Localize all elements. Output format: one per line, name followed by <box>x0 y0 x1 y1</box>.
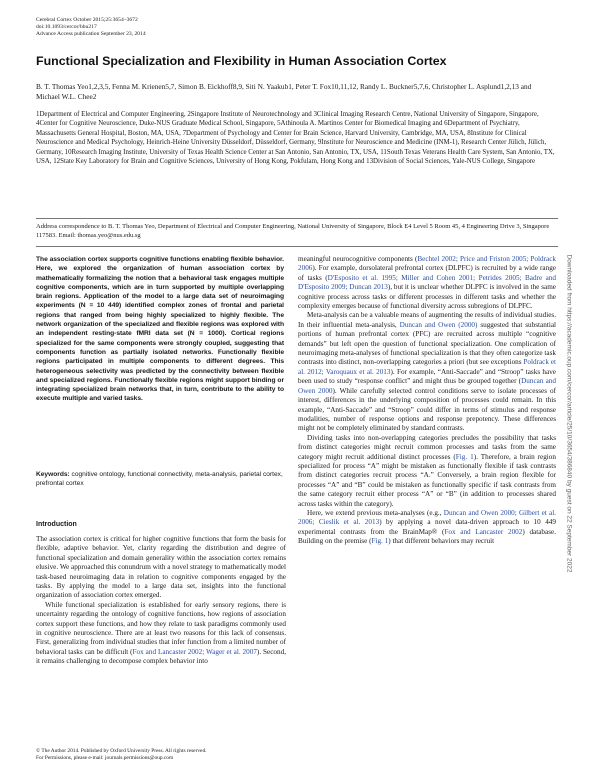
paragraph: Dividing tasks into non-overlapping categories precludes the possibility that tasks from distinct categories might recruit common processes and tasks from the same category might recruit additional distinct processes (Fig. 1). Therefore, a brain region specialized for process “A” might be mistaken as functionally flexible if task contrasts from distinct categories recruit process “A.” Conversely, a brain region flexible for processes “A” and “B” could be mistaken as functionally specific if task contrasts from the same category recruit either process “A” or “B” (in addition to processes shared across tasks within the category). <box>298 433 556 508</box>
paragraph: While functional specialization is established for early sensory regions, there is uncertainty regarding the ontology of cognitive functions, how regions of association cortex support these functions, and how they relate to task paradigms commonly used in cognitive neuroscience. There are at least two reasons for this lack of consensus. First, generalizing from individual studies that infer function from a limited number of behavioral tasks can be difficult (Fox and Lancaster 2002; Wager et al. 2007). Second, it remains challenging to decompose complex behavior into <box>36 600 286 666</box>
permissions-line: For Permissions, please e-mail: journals.permissions@oup.com <box>36 755 174 762</box>
journal-citation: Cerebral Cortex October 2015;25:3654–3672 <box>36 17 138 23</box>
citation-link[interactable]: Fox and Lancaster 2002; Wager et al. 2007 <box>132 647 257 656</box>
section-heading-introduction: Introduction <box>36 521 77 528</box>
keywords-label: Keywords: <box>36 471 70 478</box>
keywords-list: cognitive ontology, functional connectivity, meta-analysis, parietal cortex, prefrontal cortex <box>36 471 283 488</box>
journal-advance-access: Advance Access publication September 23, 2014 <box>36 31 146 37</box>
figure-link[interactable]: Fig. 1 <box>455 452 474 461</box>
abstract: The association cortex supports cognitive functions enabling flexible behavior. Here, we explored the organization of human association cortex by mathematically formalizing the notion that a behavioral task engages multiple cognitive components, which are in turn supported by multiple overlapping brain regions. Application of the model to a large data set of neuroimaging experiments (N = 10 449) identified complex zones of frontal and parietal regions that ranged from being highly specialized to highly flexible. The network organization of the specialized and flexible regions was explored with an independent resting-state fMRI data set (N = 1000). Cortical regions specialized for the same components were strongly coupled, suggesting that components function as partially isolated networks. Functionally flexible regions participated in multiple components to different degrees. This heterogeneous selectivity was predicted by the connectivity between flexible and specialized regions. Functionally flexible regions might support binding or integrating specialized brain networks that, in turn, contribute to the ability to execute multiple and varied tasks. <box>36 256 284 403</box>
download-watermark <box>564 205 578 625</box>
download-notice: Downloaded from https://academic.oup.com/cercor/article/25/10/3654/386840 by guest on 22 September 2022 <box>565 254 573 573</box>
paragraph: Here, we extend previous meta-analyses (e.g., Duncan and Owen 2000; Gilbert et al. 2006; Cieslik et al. 2013) by applying a novel data-driven approach to 10 449 experimental contrasts from the BrainMap® (Fox and Lancaster 2002) database. Building on the premise (Fig. 1) that different behaviors may recruit <box>298 508 556 546</box>
citation-link[interactable]: Bechtel 2002; Price and Friston 2005; Poldrack 2006 <box>298 255 556 273</box>
citation-link[interactable]: Poldrack et al. 2012; Varoquaux et al. 2013 <box>298 358 556 376</box>
citation-link[interactable]: Duncan and Owen 2000; Gilbert et al. 2006; Cieslik et al. 2013 <box>298 508 556 527</box>
journal-info <box>36 17 286 38</box>
paragraph: Meta-analysis can be a valuable means of augmenting the results of individual studies. In their influential meta-analysis, Duncan and Owen (2000) suggested that substantial portions of human prefrontal cortex (PFC) are recruited across multiple “cognitive demands” but left open the question of functional specialization. One complication of neuroimaging meta-analyses of functional specialization is that they often categorize task contrasts into distinct, non-overlapping categories a priori (but see exceptions Poldrack et al. 2012; Varoquaux et al. 2013). For example, “Anti-Saccade” and “Stroop” tasks have been used to study “response conflict” and might thus be grouped together (Duncan and Owen 2000). While carefully selected control conditions serve to isolate processes of interest, differences in the underlying composition of processes could remain. In this example, “Anti-Saccade” and “Stroop” could differ in terms of stimulus and response modalities, number of response options and response prepotency. These differences might not be completely eliminated by standard contrasts. <box>298 311 557 433</box>
divider-top <box>36 218 558 219</box>
citation-link[interactable]: Duncan and Owen 2000 <box>298 377 556 395</box>
citation-link[interactable]: D'Esposito et al. 1995; Miller and Cohen 2001; Petrides 2005; Badre and D'Esposito 2009; Duncan 2013 <box>298 273 556 292</box>
paragraph: meaningful neurocognitive components (Bechtel 2002; Price and Friston 2005; Poldrack 2006). For example, dorsolateral prefrontal cortex (DLPFC) is recruited by a wide range of tasks (D'Esposito et al. 1995; Miller and Cohen 2001; Petrides 2005; Badre and D'Esposito 2009; Duncan 2013), but it is unclear whether DLPFC is involved in the same cognitive process across tasks or different processes in different tasks and whether the complexity emerges because of functional diversity across subregions of DLPFC. <box>298 255 556 311</box>
figure-link[interactable]: Fig. 1 <box>371 537 389 546</box>
copyright-line: © The Author 2014. Published by Oxford University Press. All rights reserved. <box>36 748 207 754</box>
citation-link[interactable]: Fox and Lancaster 2002 <box>444 527 523 536</box>
divider-bottom <box>36 246 558 247</box>
affiliations: 1Department of Electrical and Computer Engineering, 2Singapore Institute of Neurotechnology and 3Clinical Imaging Research Centre, National University of Singapore, Singapore, 4Center for Cognitive Neuroscience, Duke-NUS Graduate Medical School, Singapore, 5Athinoula A. Martinos Center for Biomedical Imaging and 6Department of Psychiatry, Massachusetts General Hospital, Boston, MA, USA, 7Department of Psychology and Center for Brain Science, Harvard University, Cambridge, MA, USA, 8Institute for Clinical Neuroscience and Medical Psychology, Heinrich-Heine University Düsseldorf, Düsseldorf, Germany, 9Institute for Neuroscience and Medicine (INM-1), Research Center Jülich, Jülich, Germany, 10Research Imaging Institute, University of Texas Health Science Center at San Antonio, San Antonio, TX, USA, 11South Texas Veterans Health Care System, San Antonio, TX, USA, 12State Key Laboratory for Brain and Cognitive Sciences, University of Hong Kong, Pokfulam, Hong Kong and 13Division of Social Sciences, Yale-NUS College, Singapore <box>36 111 555 166</box>
body-column-right <box>298 255 556 547</box>
paragraph: The association cortex is critical for higher cognitive functions that form the basis for flexible, adaptive behavior. Yet, clarity regarding the distribution and degree of functional specialization and domain generality within the association cortex remains elusive. We approached this conundrum with a novel strategy to mathematically model task-based neuroimaging data in relation to cognitive components engaged by the tasks. By applying the model to a large data set, insights into the functional organization of association cortex emerged. <box>36 535 286 600</box>
body-column-left <box>36 535 286 667</box>
correspondence: Address correspondence to B. T. Thomas Yeo, Department of Electrical and Computer Engineering, National University of Singapore, Block E4 Level 5 Room 45, 4 Engineering Drive 3, Singapore 117583. Email: thomas.yeo@nus.edu.sg <box>36 223 550 239</box>
journal-doi: doi:10.1093/cercor/bhu217 <box>36 24 97 30</box>
copyright-footer <box>36 748 336 762</box>
citation-link[interactable]: Duncan and Owen (2000) <box>399 320 478 329</box>
author-list: B. T. Thomas Yeo1,2,3,5, Fenna M. Krienen5,7, Simon B. Eickhoff8,9, Siti N. Yaakub1, Peter T. Fox10,11,12, Randy L. Buckner5,7,6, Christopher L. Asplund1,2,13 and Michael W.L. Chee2 <box>36 82 532 102</box>
keywords <box>36 470 284 489</box>
paper-title: Functional Specialization and Flexibility in Human Association Cortex <box>36 54 447 68</box>
